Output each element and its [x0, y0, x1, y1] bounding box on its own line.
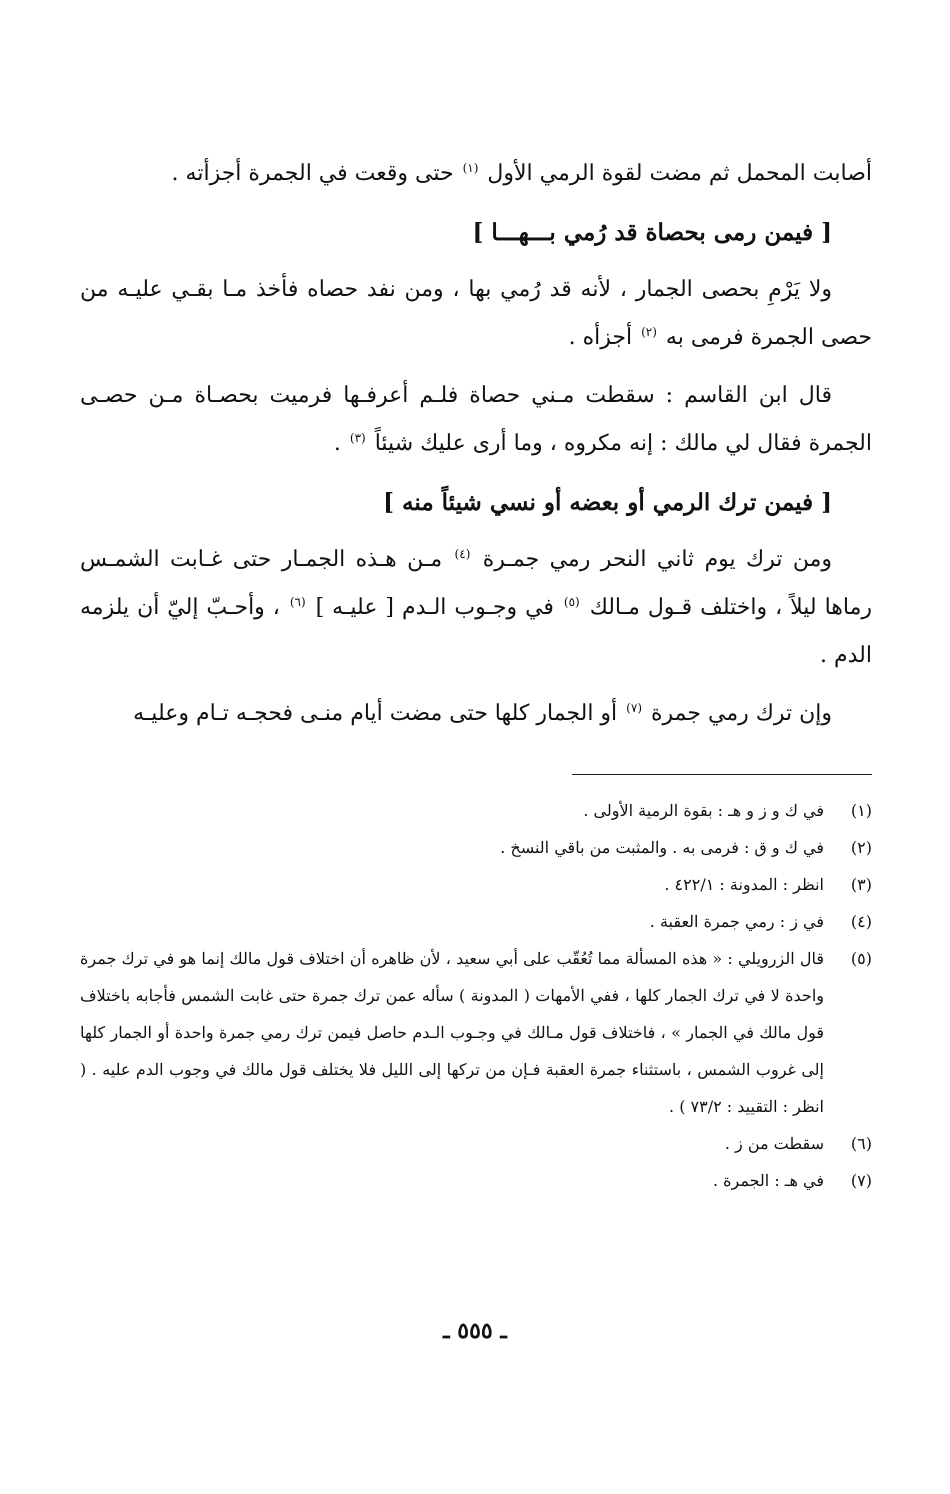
paragraph-2-text-a: ولا يَرْمِ بحصى الجمار ، لأنه قد رُمي بها ، ومن نفد حصاه فأخذ مـا بقـي عليـه من حصى الجمرة فرمى به: [80, 277, 872, 350]
footnote-3: [80, 866, 872, 903]
footnote-5: [80, 940, 872, 1125]
paragraph-1-text-a: أصابت المحمل ثم مضت لقوة الرمي الأول: [487, 161, 872, 186]
footnote-text: في ز : رمي جمرة العقبة .: [649, 912, 824, 931]
footnote-number: (٧): [850, 1171, 872, 1190]
footnote-ref-3: (٣): [349, 430, 366, 445]
footnote-6: [80, 1125, 872, 1162]
paragraph-4-text-d: ، وأحـبّ إليّ أن يلزمه الدم .: [80, 595, 872, 668]
main-text: [80, 150, 872, 748]
paragraph-2: [80, 266, 872, 362]
paragraph-2-text-b: أجزأه .: [568, 325, 633, 350]
paragraph-3-text-a: قال ابن القاسم : سقطت مـني حصاة فلـم أعرفـها فرميت بحصـاة مـن حصـى الجمرة فقال لي مالك : إنه مكروه ، وما أرى عليك شيئاً: [80, 383, 872, 456]
footnote-ref-2: (٢): [641, 324, 657, 339]
section-heading-2: [ فيمن ترك الرمي أو بعضه أو نسي شيئاً منه ]: [383, 489, 832, 516]
footnote-text: في هـ : الجمرة .: [712, 1171, 824, 1190]
footnote-ref-7: (٧): [626, 700, 642, 715]
footnote-number: (٥): [850, 949, 872, 968]
paragraph-4: [80, 536, 872, 680]
paragraph-5-text-b: أو الجمار كلها حتى مضت أيام منـى فحجـه تـام وعليـه: [133, 701, 618, 726]
footnote-number: (١): [850, 801, 872, 820]
footnote-text: سقطت من ز .: [724, 1134, 824, 1153]
paragraph-3: [80, 372, 872, 468]
footnote-text: قال الزرويلي : « هذه المسألة مما تُعُقّب على أبي سعيد ، لأن ظاهره أن اختلاف قول مالك إنما هو في ترك جمرة واحدة لا في ترك الجمار كلها ، ففي الأمهات ( المدونة ) سأله عمن ترك جمرة حتى غابت الشمس فأجابه باختلاف قول مالك في الجمار » ، فاختلاف قول مـالك في وجـوب الـدم حاصل فيمن ترك رمي جمرة واحدة أو الجمار كلها إلى غروب الشمس ، باستثناء جمرة العقبة فـإن من تركها إلى الليل فلا يختلف قول مالك في وجوب الدم عليه . ( انظر : التقييد : ٧٣/٢ ) .: [80, 949, 824, 1116]
footnote-1: [80, 792, 872, 829]
paragraph-1-text-b: حتى وقعت في الجمرة أجزأته .: [171, 161, 454, 186]
footnote-2: [80, 829, 872, 866]
footnote-4: [80, 903, 872, 940]
paragraph-4-text-c: في وجـوب الـدم [ عليـه ]: [315, 595, 554, 620]
paragraph-5-text-a: وإن ترك رمي جمرة: [651, 701, 832, 726]
footnotes-section: [80, 792, 872, 1199]
paragraph-4-text-a: ومن ترك يوم ثاني النحر رمي جمـرة: [482, 547, 832, 572]
footnote-ref-6: (٦): [289, 594, 306, 609]
footnote-number: (٢): [850, 838, 872, 857]
page-number: ـ ٥٥٥ ـ: [443, 1318, 507, 1344]
footnote-7: [80, 1162, 872, 1199]
paragraph-1: [80, 150, 872, 198]
footnote-ref-1: (١): [462, 160, 479, 175]
footnote-number: (٣): [850, 875, 872, 894]
paragraph-4-text-b: مـن هـذه الجمـار حتى غـابت الشمـس رماها ليلاً ، واختلف قـول مـالك: [80, 547, 872, 620]
footnote-ref-5: (٥): [563, 594, 580, 609]
section-heading-1: [ فيمن رمى بحصاة قد رُمي بـــهـــا ]: [472, 219, 832, 246]
paragraph-5: [80, 690, 872, 738]
footnote-text: في ك و ق : فرمى به . والمثبت من باقي النسخ .: [500, 838, 824, 857]
footnote-text: انظر : المدونة : ٤٢٢/١ .: [664, 875, 824, 894]
footnote-divider: [572, 774, 872, 775]
paragraph-3-text-b: .: [333, 431, 341, 456]
footnote-ref-4: (٤): [454, 546, 471, 561]
footnote-number: (٦): [850, 1134, 872, 1153]
footnote-number: (٤): [850, 912, 872, 931]
footnote-text: في ك و ز و هـ : بقوة الرمية الأولى .: [583, 801, 824, 820]
